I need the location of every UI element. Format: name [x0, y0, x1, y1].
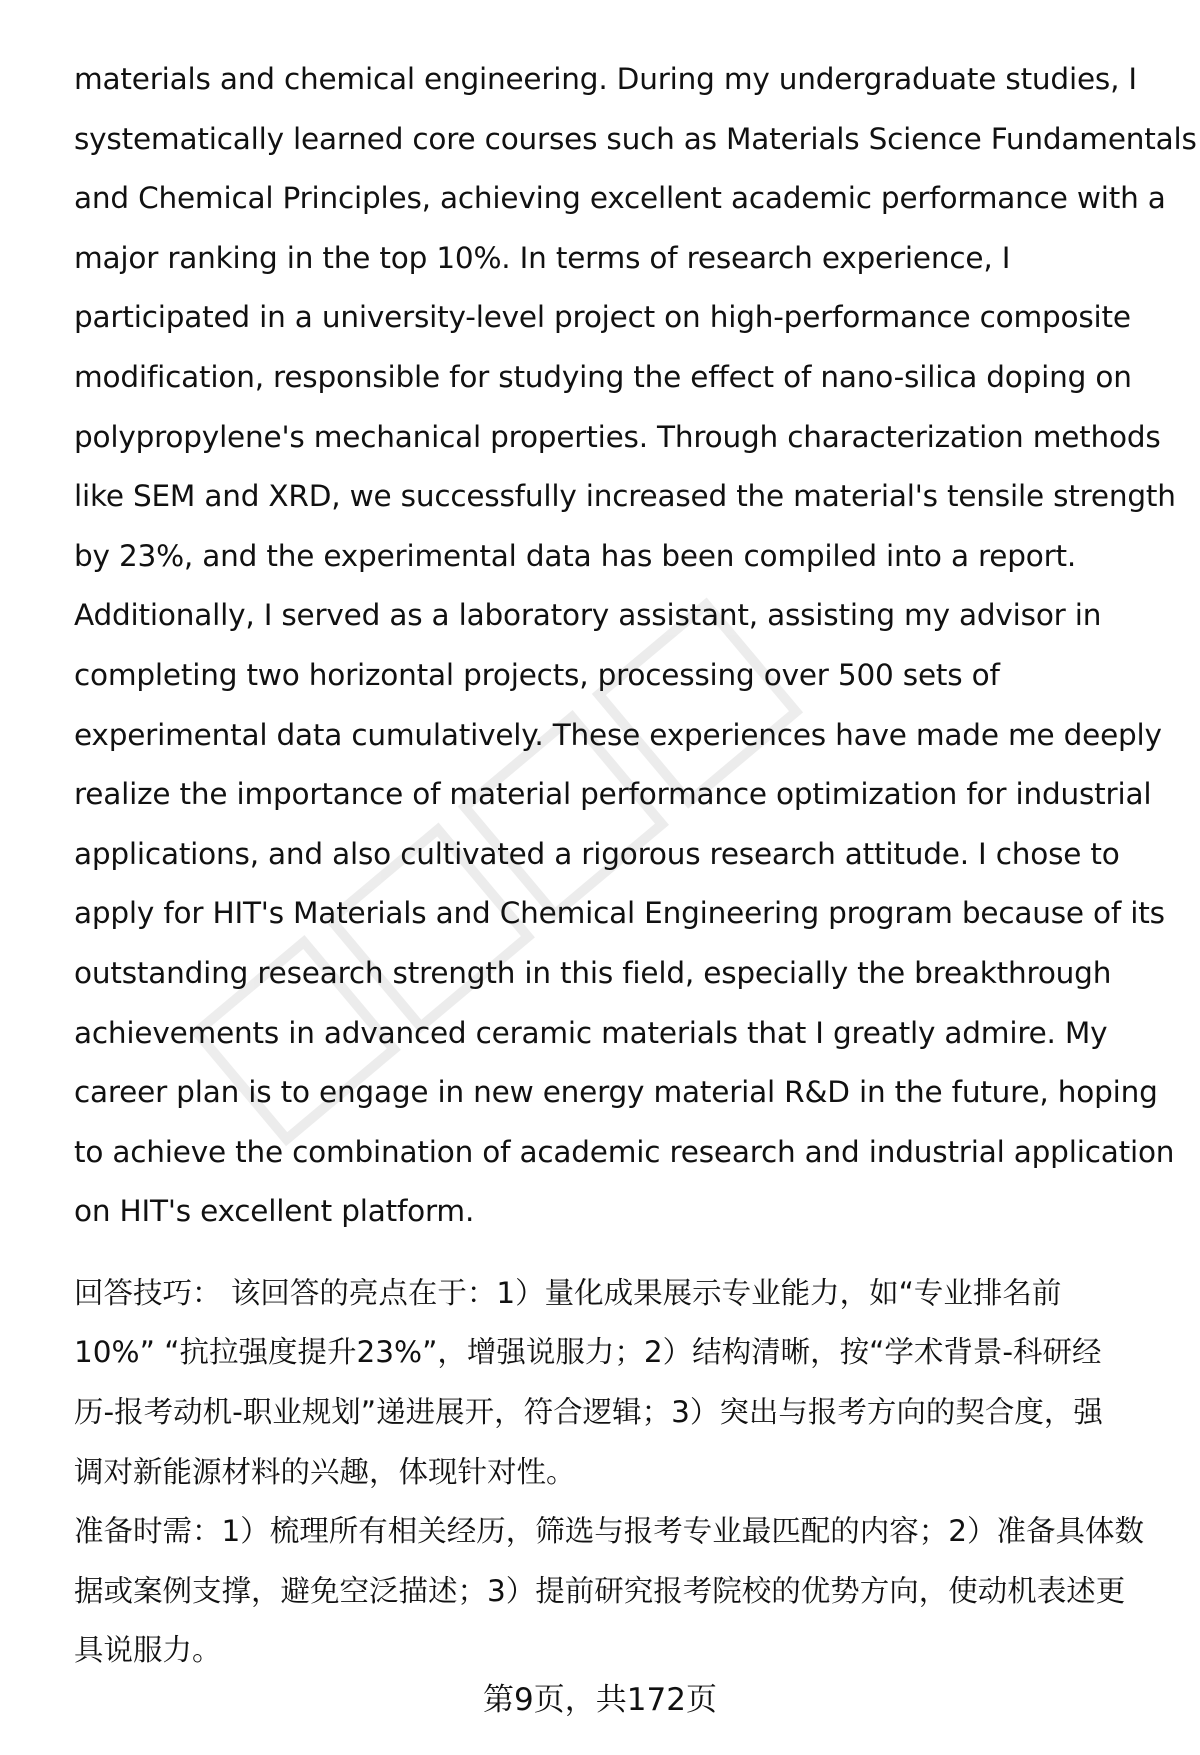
answer-tips-section — [74, 1264, 1154, 1502]
text-line: applications, and also cultivated a rigorous research attitude. I chose to — [74, 836, 1120, 871]
page-content — [74, 50, 1197, 1681]
text-line: polypropylene's mechanical properties. Through characterization methods — [74, 419, 1161, 454]
text-line: Additionally, I served as a laboratory assistant, assisting my advisor in — [74, 598, 1102, 633]
text-line: participated in a university-level project on high-performance composite — [74, 300, 1131, 335]
text-line: major ranking in the top 10%. In terms of research experience, I — [74, 240, 1011, 275]
preparation-section — [74, 1502, 1154, 1681]
text-line: 历-报考动机-职业规划”递进展开，符合逻辑；3）突出与报考方向的契合度，强 — [74, 1395, 1103, 1430]
text-line: 具说服力。 — [74, 1633, 222, 1668]
text-line: apply for HIT's Materials and Chemical Engineering program because of its — [74, 896, 1165, 931]
text-line: experimental data cumulatively. These experiences have made me deeply — [74, 717, 1162, 752]
text-line: completing two horizontal projects, processing over 500 sets of — [74, 657, 1000, 692]
text-line: on HIT's excellent platform. — [74, 1194, 475, 1229]
text-line: to achieve the combination of academic research and industrial application — [74, 1134, 1175, 1169]
text-line: career plan is to engage in new energy material R&D in the future, hoping — [74, 1075, 1158, 1110]
text-line: and Chemical Principles, achieving excellent academic performance with a — [74, 181, 1166, 216]
text-line: 回答技巧： 该回答的亮点在于：1）量化成果展示专业能力，如“专业排名前 — [74, 1275, 1062, 1310]
text-line: realize the importance of material performance optimization for industrial — [74, 777, 1152, 812]
text-line: like SEM and XRD, we successfully increased the material's tensile strength — [74, 479, 1176, 514]
text-line: systematically learned core courses such as Materials Science Fundamentals — [74, 121, 1197, 156]
text-line: achievements in advanced ceramic materials that I greatly admire. My — [74, 1015, 1108, 1050]
text-line: 10%” “抗拉强度提升23%”，增强说服力；2）结构清晰，按“学术背景-科研经 — [74, 1335, 1102, 1370]
text-line: by 23%, and the experimental data has been compiled into a report. — [74, 538, 1077, 573]
text-line: 据或案例支撑，避免空泛描述；3）提前研究报考院校的优势方向，使动机表述更 — [74, 1573, 1126, 1608]
text-line: 调对新能源材料的兴趣，体现针对性。 — [74, 1454, 576, 1489]
text-line: 准备时需：1）梳理所有相关经历，筛选与报考专业最匹配的内容；2）准备具体数 — [74, 1514, 1145, 1549]
page-number: 第9页，共172页 — [483, 1682, 717, 1718]
text-line: modification, responsible for studying the effect of nano-silica doping on — [74, 359, 1132, 394]
text-line: materials and chemical engineering. During my undergraduate studies, I — [74, 62, 1137, 96]
sample-answer-paragraph — [74, 50, 1197, 1242]
text-line: outstanding research strength in this field, especially the breakthrough — [74, 955, 1112, 990]
